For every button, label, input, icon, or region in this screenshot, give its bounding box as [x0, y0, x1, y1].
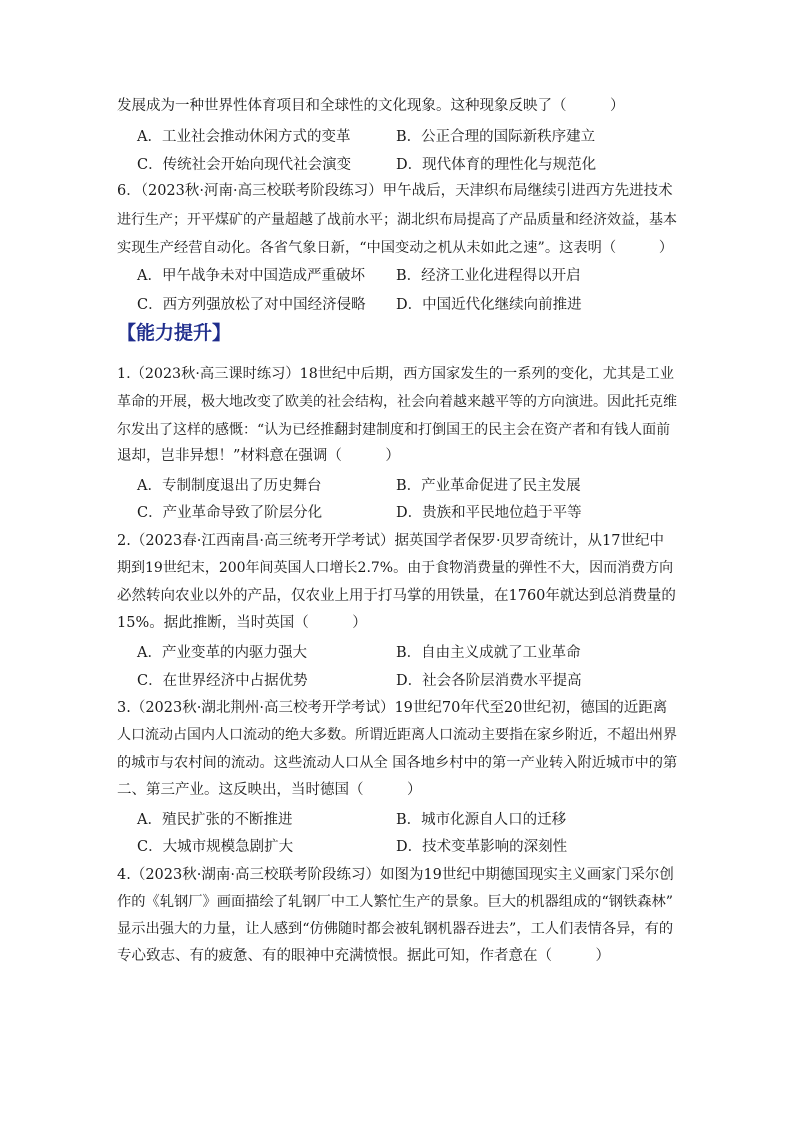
p4-stem-line-2: 作的《轧钢厂》画面描绘了轧钢厂中工人繁忙生产的景象。巨大的机器组成的“钢铁森林” — [117, 894, 674, 910]
p2-stem-line-2: 期到19世纪末，200年间英国人口增长2.7%。由于食物消费量的弹性不大，因而消费方向 — [117, 560, 674, 576]
q6-option-d[interactable]: D．中国近代化继续向前推进 — [396, 297, 582, 313]
p1-stem-line-1: 1.（2023秋·高三课时练习）18世纪中后期，西方国家发生的一系列的变化，尤其是工业 — [117, 366, 675, 382]
p2-stem-line-3: 必然转向农业以外的产品，仅农业上用于打马掌的用铁量，在1760年就达到总消费量的 — [117, 588, 676, 604]
p2-stem-line-1: 2.（2023春·江西南昌·高三统考开学考试）据英国学者保罗·贝罗奇统计，从17世纪中 — [117, 533, 665, 549]
q6-stem-line-2: 进行生产；开平煤矿的产量超越了战前水平；湖北织布局提高了产品质量和经济效益，基本 — [117, 212, 677, 228]
p2-option-d[interactable]: D．社会各阶层消费水平提高 — [396, 673, 582, 689]
p3-option-a[interactable]: A．殖民扩张的不断推进 — [137, 812, 293, 828]
p3-stem-line-2: 人口流动占国内人口流动的绝大多数。所谓近距离人口流动主要指在家乡附近，不超出州界 — [117, 727, 677, 743]
p1-stem-line-3: 尔发出了这样的感慨：“认为已经推翻封建制度和打倒国王的民主会在资产者和有钱人面前 — [117, 422, 671, 438]
p1-option-b[interactable]: B．产业革命促进了民主发展 — [396, 478, 581, 494]
p1-option-c[interactable]: C．产业革命导致了阶层分化 — [137, 505, 323, 521]
p4-stem-line-3: 显示出强大的力量，让人感到“仿佛随时都会被轧钢机器吞进去”，工人们表情各异，有的 — [117, 921, 674, 937]
p3-stem-line-1: 3.（2023秋·湖北荆州·高三校考开学考试）19世纪70年代至20世纪初，德国的近距离 — [117, 700, 668, 716]
p1-stem-line-2: 革命的开展，极大地改变了欧美的社会结构，社会向着越来越平等的方向演进。因此托克维 — [117, 394, 677, 410]
p3-stem-line-4: 二、第三产业。这反映出，当时德国（ ） — [117, 782, 422, 798]
q6-option-b[interactable]: B．经济工业化进程得以开启 — [396, 268, 581, 284]
q6-option-a[interactable]: A．甲午战争未对中国造成严重破坏 — [137, 268, 365, 284]
q5-option-d[interactable]: D．现代体育的理性化与规范化 — [396, 157, 597, 173]
q6-stem-line-1: 6．（2023秋·河南·高三校联考阶段练习）甲午战后，天津织布局继续引进西方先进技术 — [117, 183, 673, 199]
section-heading: 【能力提升】 — [117, 322, 232, 344]
p2-option-b[interactable]: B．自由主义成就了工业革命 — [396, 645, 581, 661]
p3-option-c[interactable]: C．大城市规模急剧扩大 — [137, 839, 294, 855]
p3-option-d[interactable]: D．技术变革影响的深刻性 — [396, 839, 568, 855]
q5-option-a[interactable]: A．工业社会推动休闲方式的变革 — [137, 129, 351, 145]
q5-option-b[interactable]: B．公正合理的国际新秩序建立 — [396, 129, 596, 145]
p1-stem-line-4: 退却，岂非异想！”材料意在强调（ ） — [117, 448, 400, 464]
p2-stem-line-4: 15%。据此推断，当时英国（ ） — [117, 615, 367, 631]
q5-stem-tail: 发展成为一种世界性体育项目和全球性的文化现象。这种现象反映了（ ） — [117, 98, 625, 114]
p4-stem-line-4: 专心致志、有的疲惫、有的眼神中充满愤恨。据此可知，作者意在（ ） — [117, 948, 610, 964]
q6-stem-line-3: 实现生产经营自动化。各省气象日新，“中国变动之机从未如此之速”。这表明（ ） — [117, 240, 674, 256]
p2-option-a[interactable]: A．产业变革的内驱力强大 — [137, 645, 307, 661]
p3-option-b[interactable]: B．城市化源自人口的迁移 — [396, 812, 567, 828]
q6-option-c[interactable]: C．西方列强放松了对中国经济侵略 — [137, 297, 366, 313]
p2-option-c[interactable]: C．在世界经济中占据优势 — [137, 673, 308, 689]
q5-option-c[interactable]: C．传统社会开始向现代社会演变 — [137, 157, 352, 173]
p4-stem-line-1: 4.（2023秋·湖南·高三校联考阶段练习）如图为19世纪中期德国现实主义画家门采尔创 — [117, 867, 674, 883]
p1-option-a[interactable]: A．专制制度退出了历史舞台 — [137, 478, 322, 494]
p1-option-d[interactable]: D．贵族和平民地位趋于平等 — [396, 505, 582, 521]
p3-stem-line-3: 的城市与农村间的流动。这些流动人口从全 国各地乡村中的第一产业转入附近城市中的第 — [117, 755, 678, 771]
